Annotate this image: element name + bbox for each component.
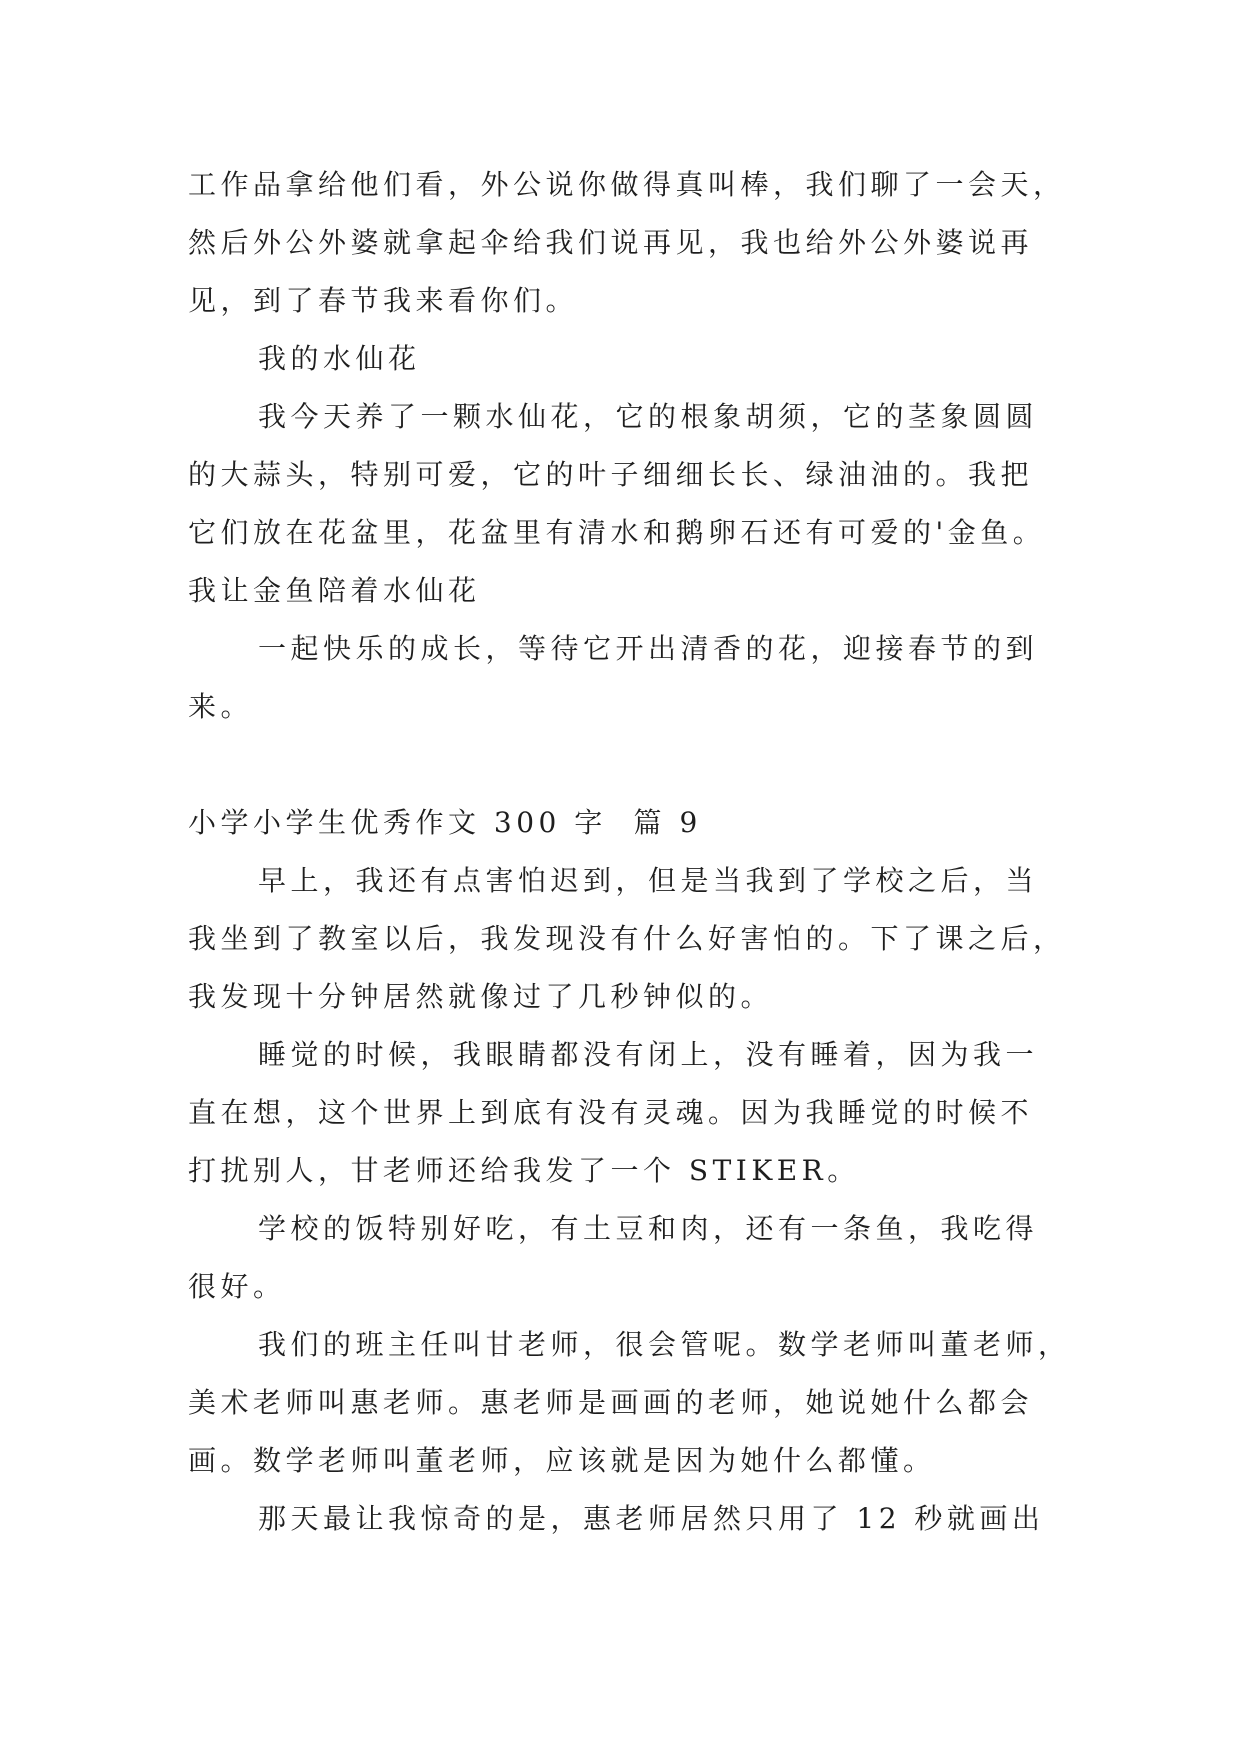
paragraph-line: 我坐到了教室以后，我发现没有什么好害怕的。下了课之后， xyxy=(188,922,1066,955)
paragraph xyxy=(188,1026,1108,1200)
paragraph-line: 一起快乐的成长，等待它开出清香的花，迎接春节的到 xyxy=(258,632,1039,665)
paragraph-line: 工作品拿给他们看，外公说你做得真叫棒，我们聊了一会天， xyxy=(188,168,1066,201)
paragraph-line: 学校的饭特别好吃，有土豆和肉，还有一条鱼，我吃得 xyxy=(258,1212,1039,1245)
essay-title: 我的水仙花 xyxy=(258,342,421,375)
paragraph-line: 那天最让我惊奇的是，惠老师居然只用了 12 秒就画出 xyxy=(258,1502,1045,1535)
paragraph-line: 我们的班主任叫甘老师，很会管呢。数学老师叫董老师， xyxy=(258,1328,1071,1361)
paragraph xyxy=(188,620,1108,736)
paragraph-line: 美术老师叫惠老师。惠老师是画画的老师，她说她什么都会 xyxy=(188,1386,1034,1419)
paragraph-line: 的大蒜头，特别可爱，它的叶子细细长长、绿油油的。我把 xyxy=(188,458,1034,491)
essay xyxy=(188,330,1108,736)
paragraph xyxy=(188,388,1108,620)
paragraph xyxy=(188,852,1108,1026)
paragraph-line: 直在想，这个世界上到底有没有灵魂。因为我睡觉的时候不 xyxy=(188,1096,1034,1129)
paragraph-line: 早上，我还有点害怕迟到，但是当我到了学校之后，当 xyxy=(258,864,1039,897)
paragraph-line: 来。 xyxy=(188,690,254,723)
paragraph-line: 我让金鱼陪着水仙花 xyxy=(188,574,481,607)
paragraph xyxy=(188,1200,1108,1316)
paragraph-line: 画。数学老师叫董老师，应该就是因为她什么都懂。 xyxy=(188,1444,936,1477)
text-column xyxy=(188,156,1108,1548)
paragraph-line: 打扰别人，甘老师还给我发了一个 STIKER。 xyxy=(188,1154,860,1187)
paragraph-line: 我发现十分钟居然就像过了几秒钟似的。 xyxy=(188,980,774,1013)
paragraph xyxy=(188,1316,1108,1490)
paragraph-line: 然后外公外婆就拿起伞给我们说再见，我也给外公外婆说再 xyxy=(188,226,1034,259)
paragraph-line: 我今天养了一颗水仙花，它的根象胡须，它的茎象圆圆 xyxy=(258,400,1039,433)
essay-section xyxy=(188,794,1108,1548)
paragraph xyxy=(188,1490,1108,1548)
paragraph xyxy=(188,156,1108,330)
paragraph-line: 很好。 xyxy=(188,1270,286,1303)
paragraph-line: 睡觉的时候，我眼睛都没有闭上，没有睡着，因为我一 xyxy=(258,1038,1039,1071)
paragraph-line: 它们放在花盆里，花盆里有清水和鹅卵石还有可爱的'金鱼。 xyxy=(188,516,1046,549)
paragraph-line: 见，到了春节我来看你们。 xyxy=(188,284,579,317)
section-heading: 小学小学生优秀作文 300 字 篇 9 xyxy=(188,806,702,839)
